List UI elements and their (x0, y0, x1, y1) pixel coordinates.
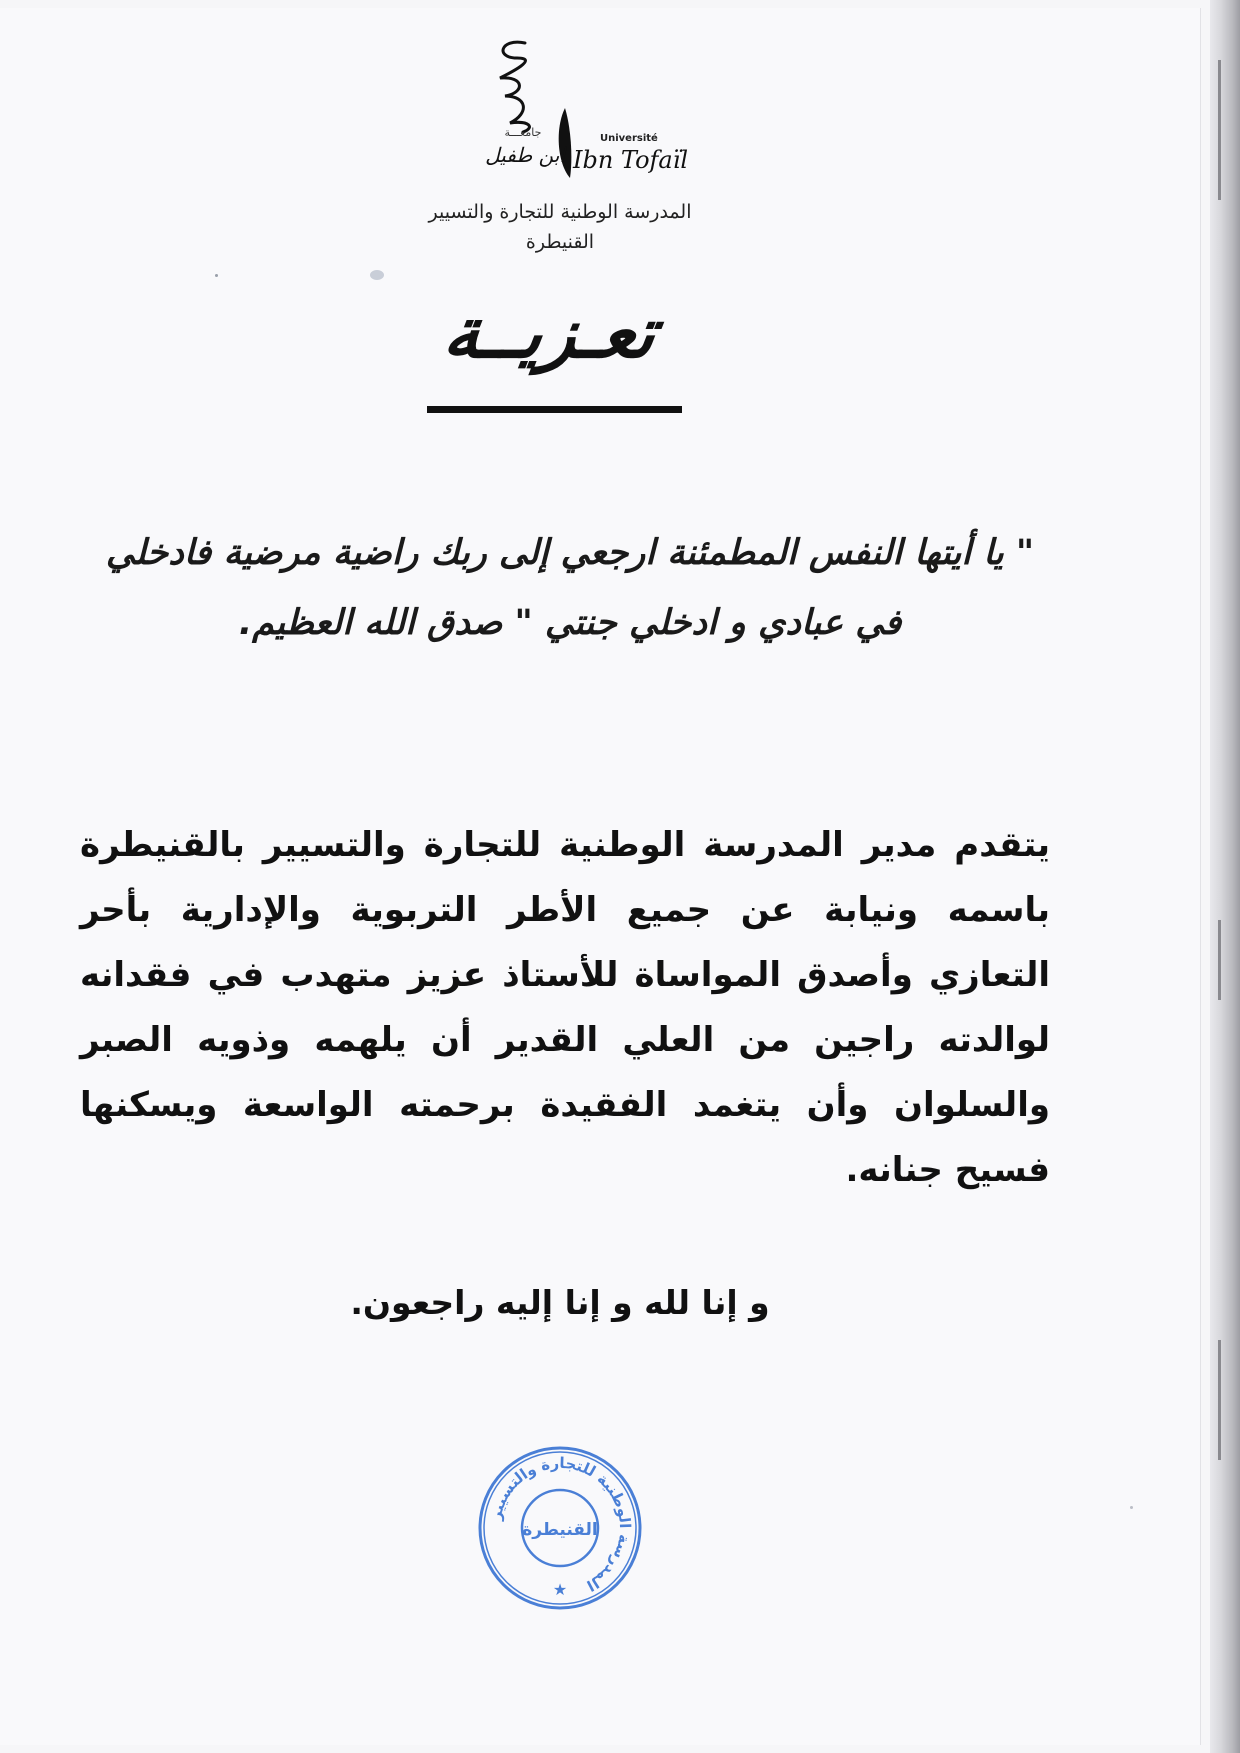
university-logo (455, 28, 695, 193)
scan-streak (1218, 920, 1221, 1000)
stamp-ring-text: المدرسة الوطنية للتجارة والتسيير (486, 1453, 635, 1595)
stamp-seal-icon (475, 1443, 645, 1613)
closing-phrase: و إنا لله و إنا إليه راجعون. (350, 1283, 770, 1322)
scan-streak (1218, 1340, 1221, 1460)
document-title: تعـزيــة (439, 291, 662, 374)
title-underline (427, 406, 682, 413)
school-stamp (475, 1443, 645, 1613)
scan-speck (215, 274, 218, 277)
condolence-body: يتقدم مدير المدرسة الوطنية للتجارة والتسيير بالقنيطرة باسمه ونيابة عن جميع الأطر التربوية والإدارية بأحر التعازي وأصدق المواساة للأستاذ عزيز متهدب في فقدانه لوالدته راجين من العلي القدير أن يلهمه وذويه الصبر والسلوان وأن يتغمد الفقيدة برحمته الواسعة ويسكنها فسيح جنانه. (80, 825, 1050, 1190)
scan-speck (1130, 1506, 1133, 1509)
logo-french-small: Université (600, 133, 658, 144)
quran-verse: " يا أيتها النفس المطمئنة ارجعي إلى ربك راضية مرضية فادخلي في عبادي و ادخلي جنتي " صدق الله العظيم. (105, 533, 1035, 643)
stamp-star-icon: ★ (552, 1580, 568, 1599)
scan-speck (370, 270, 384, 280)
school-name: المدرسة الوطنية للتجارة والتسيير (428, 201, 692, 223)
logo-arabic-name: ابن طفيل (485, 143, 565, 167)
school-city: القنيطرة (525, 231, 595, 253)
stamp-center-text: القنيطرة (522, 1520, 598, 1540)
scanner-edge (1210, 0, 1240, 1753)
logo-arabic-small: جامعـــة (504, 126, 542, 139)
letterhead (0, 8, 1200, 268)
scan-streak (1218, 60, 1221, 200)
document-page (0, 8, 1201, 1745)
logo-french-name: Ibn Tofaïl (573, 146, 689, 174)
